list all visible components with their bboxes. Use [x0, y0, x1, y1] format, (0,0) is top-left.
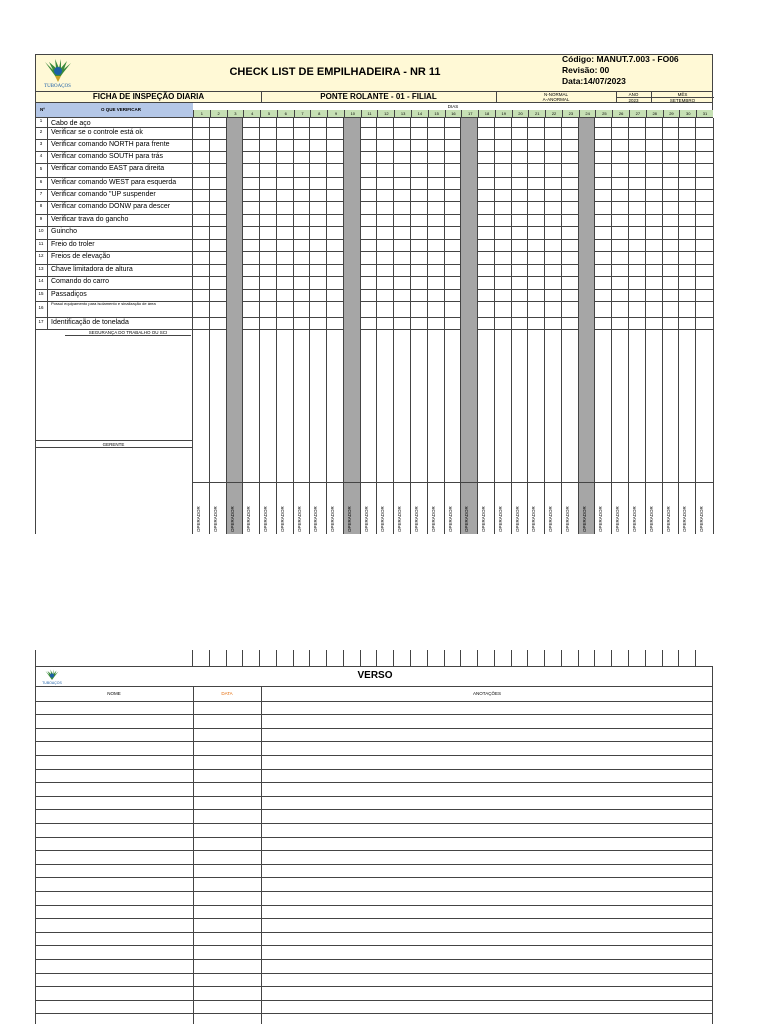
- item-label: Guincho: [51, 228, 78, 235]
- verso-top-ticks: [35, 650, 713, 666]
- operador-label: OPERADOR: [380, 506, 386, 532]
- tick-line: [628, 650, 629, 666]
- day-column-25[interactable]: [594, 118, 611, 534]
- verso-row-line: [35, 918, 713, 919]
- day-header-24: 24: [579, 110, 596, 117]
- day-column-19[interactable]: [494, 118, 511, 534]
- operador-label: OPERADOR: [212, 506, 218, 532]
- operador-label: OPERADOR: [430, 506, 436, 532]
- day-header-31: 31: [696, 110, 713, 117]
- subheader-row: [35, 92, 713, 103]
- item-label: Chave limitadora de altura: [51, 266, 133, 273]
- day-header-23: 23: [562, 110, 579, 117]
- day-column-26[interactable]: [611, 118, 628, 534]
- item-label: Verificar se o controle está ok: [51, 129, 143, 136]
- year-value: 2023: [616, 97, 651, 103]
- tick-line: [594, 650, 595, 666]
- day-header-5: 5: [260, 110, 277, 117]
- day-column-10[interactable]: [343, 118, 360, 534]
- verso-col-line: [193, 687, 194, 1024]
- day-header-11: 11: [361, 110, 378, 117]
- item-label: Verificar comando "UP suspender: [51, 191, 156, 198]
- day-column-13[interactable]: [393, 118, 410, 534]
- day-header-30: 30: [679, 110, 696, 117]
- item-number: 1: [35, 118, 48, 127]
- day-header-27: 27: [629, 110, 646, 117]
- tick-line: [276, 650, 277, 666]
- item-number: 3: [35, 139, 48, 151]
- day-column-30[interactable]: [678, 118, 695, 534]
- day-column-31[interactable]: [695, 118, 712, 534]
- operador-label: OPERADOR: [464, 506, 470, 532]
- tick-line: [611, 650, 612, 666]
- grid-line: [713, 118, 714, 534]
- year-field: [616, 92, 652, 102]
- tick-line: [192, 650, 193, 666]
- item-label: Verificar comando NORTH para frente: [51, 141, 170, 148]
- day-column-17[interactable]: [460, 118, 477, 534]
- item-label: Passadiços: [51, 291, 87, 298]
- day-header-10: 10: [344, 110, 361, 117]
- days-row: [193, 110, 713, 117]
- year-label: ANO: [628, 92, 639, 97]
- day-header-20: 20: [512, 110, 529, 117]
- tick-line: [393, 650, 394, 666]
- verso-row-line: [35, 877, 713, 878]
- day-header-2: 2: [210, 110, 227, 117]
- day-column-1[interactable]: [192, 118, 209, 534]
- day-header-17: 17: [461, 110, 478, 117]
- tick-line: [527, 650, 528, 666]
- operador-label: OPERADOR: [615, 506, 621, 532]
- verso-row-line: [35, 823, 713, 824]
- day-column-9[interactable]: [326, 118, 343, 534]
- grid-line: [35, 118, 36, 534]
- logo-text: TUBOAÇOS: [44, 84, 71, 89]
- tick-line: [578, 650, 579, 666]
- operador-label: OPERADOR: [598, 506, 604, 532]
- column-header-row: [35, 103, 713, 118]
- item-label: Freio do troler: [51, 241, 95, 248]
- day-column-24[interactable]: [578, 118, 595, 534]
- item-label: Possui equipamento para isolamento e sinalização de área: [51, 301, 156, 306]
- operador-label: OPERADOR: [414, 506, 419, 532]
- grid-line: [192, 482, 713, 483]
- operador-label: OPERADOR: [363, 506, 369, 532]
- tick-line: [477, 650, 478, 666]
- verso-col-line: [712, 687, 713, 1024]
- day-header-7: 7: [294, 110, 311, 117]
- verso-col-line: [261, 687, 262, 1024]
- operador-label: OPERADOR: [699, 506, 705, 532]
- month-value: SETEMBRO: [651, 97, 714, 103]
- document-revision: Revisão: 00: [562, 65, 610, 75]
- tick-line: [242, 650, 243, 666]
- verso-row-line: [35, 1000, 713, 1001]
- tick-line: [460, 650, 461, 666]
- num-column-header: Nº: [36, 103, 50, 117]
- tick-line: [427, 650, 428, 666]
- verso-row-line: [35, 701, 713, 702]
- verso-row-line: [35, 864, 713, 865]
- verso-row-line: [35, 769, 713, 770]
- day-column-4[interactable]: [242, 118, 259, 534]
- item-label: Verificar comando EAST para direita: [51, 165, 165, 172]
- item-label: Verificar comando DONW para descer: [51, 203, 171, 210]
- legend-anormal: A-ANORMAL: [542, 97, 570, 102]
- document-code: Código: MANUT.7.003 - FO06: [562, 54, 679, 64]
- operador-label: OPERADOR: [665, 506, 671, 532]
- equipment-label: PONTE ROLANTE - 01 - FILIAL: [261, 92, 497, 102]
- day-column-2[interactable]: [209, 118, 226, 534]
- day-column-22[interactable]: [544, 118, 561, 534]
- day-column-18[interactable]: [477, 118, 494, 534]
- item-number: 17: [35, 317, 48, 329]
- operador-label: OPERADOR: [682, 506, 688, 532]
- day-column-6[interactable]: [276, 118, 293, 534]
- day-column-20[interactable]: [511, 118, 528, 534]
- verso-row-line: [35, 959, 713, 960]
- nome-column-header: NOME: [107, 691, 121, 696]
- item-number: 6: [35, 177, 48, 189]
- item-number: 4: [35, 151, 48, 163]
- item-number: 2: [35, 127, 48, 139]
- ficha-label: FICHA DE INSPEÇÃO DIARIA: [36, 92, 262, 102]
- operador-label: OPERADOR: [296, 506, 302, 532]
- day-header-25: 25: [595, 110, 612, 117]
- day-header-1: 1: [193, 110, 210, 117]
- day-header-22: 22: [545, 110, 562, 117]
- day-header-28: 28: [646, 110, 663, 117]
- item-label: Comando do carro: [51, 278, 109, 285]
- verso-row-line: [35, 1013, 713, 1014]
- verso-row-line: [35, 782, 713, 783]
- day-column-5[interactable]: [259, 118, 276, 534]
- tick-line: [293, 650, 294, 666]
- tick-line: [343, 650, 344, 666]
- item-number: 15: [35, 289, 48, 301]
- day-header-29: 29: [663, 110, 680, 117]
- item-column-header: O QUE VERIFICAR: [49, 103, 193, 117]
- verso-row-line: [35, 850, 713, 851]
- day-column-16[interactable]: [444, 118, 461, 534]
- tick-line: [259, 650, 260, 666]
- item-number: 12: [35, 251, 48, 264]
- legend-normal: N-NORMAL: [543, 92, 568, 97]
- tick-line: [209, 650, 210, 666]
- operador-label: OPERADOR: [330, 506, 336, 532]
- day-column-21[interactable]: [527, 118, 544, 534]
- item-number: 8: [35, 201, 48, 214]
- gerente-label: GERENTE: [35, 440, 192, 448]
- verso-col-line: [35, 687, 36, 1024]
- operador-label: OPERADOR: [397, 506, 403, 532]
- month-label: MÊS: [677, 92, 688, 97]
- tick-line: [511, 650, 512, 666]
- day-column-3[interactable]: [226, 118, 243, 534]
- operador-label: OPERADOR: [229, 506, 235, 532]
- day-header-9: 9: [327, 110, 344, 117]
- day-header-14: 14: [411, 110, 428, 117]
- operador-label: OPERADOR: [279, 506, 285, 532]
- item-label: Freios de elevação: [51, 253, 111, 260]
- operador-label: OPERADOR: [447, 506, 453, 532]
- tick-line: [695, 650, 696, 666]
- verso-row-line: [35, 809, 713, 810]
- tick-line: [678, 650, 679, 666]
- verso-header: [35, 666, 713, 687]
- tick-line: [444, 650, 445, 666]
- day-header-16: 16: [445, 110, 462, 117]
- tick-line: [309, 650, 310, 666]
- day-column-15[interactable]: [427, 118, 444, 534]
- item-number: 10: [35, 226, 48, 239]
- operador-label: OPERADOR: [346, 506, 352, 532]
- operador-label: OPERADOR: [481, 506, 487, 532]
- day-column-7[interactable]: [293, 118, 310, 534]
- day-header-13: 13: [394, 110, 411, 117]
- day-column-14[interactable]: [410, 118, 427, 534]
- operador-label: OPERADOR: [564, 506, 570, 532]
- operador-label: OPERADOR: [196, 506, 201, 532]
- day-column-27[interactable]: [628, 118, 645, 534]
- operador-label: OPERADOR: [246, 506, 252, 532]
- verso-row-line: [35, 932, 713, 933]
- day-column-23[interactable]: [561, 118, 578, 534]
- verso-row-line: [35, 728, 713, 729]
- day-header-3: 3: [227, 110, 244, 117]
- days-label: DIAS: [447, 104, 459, 109]
- verso-row-line: [35, 945, 713, 946]
- month-field: [651, 92, 714, 102]
- operador-label: OPERADOR: [531, 506, 537, 532]
- day-header-6: 6: [277, 110, 294, 117]
- tick-line: [326, 650, 327, 666]
- tick-line: [662, 650, 663, 666]
- tick-line: [561, 650, 562, 666]
- document-info: [562, 54, 712, 87]
- legend: [496, 92, 617, 102]
- verso-title: VERSO: [357, 670, 393, 681]
- item-number: 16: [35, 301, 48, 317]
- item-label: Identificação de tonelada: [51, 319, 129, 326]
- day-header-26: 26: [612, 110, 629, 117]
- item-number: 7: [35, 189, 48, 201]
- operador-label: OPERADOR: [648, 506, 654, 532]
- verso-row-line: [35, 741, 713, 742]
- verso-row-line: [35, 714, 713, 715]
- seguranca-label: SEGURANÇA DO TRABALHO OU SCI: [65, 330, 191, 336]
- item-number: 11: [35, 239, 48, 251]
- day-column-8[interactable]: [309, 118, 326, 534]
- day-header-19: 19: [495, 110, 512, 117]
- day-header-18: 18: [478, 110, 495, 117]
- day-header-21: 21: [528, 110, 545, 117]
- day-column-28[interactable]: [645, 118, 662, 534]
- operador-label: OPERADOR: [263, 506, 269, 532]
- verso-row-line: [35, 986, 713, 987]
- verso-row-line: [35, 796, 713, 797]
- verso-table: [35, 687, 713, 1024]
- eagle-logo-icon: [43, 56, 73, 84]
- item-number: 9: [35, 214, 48, 226]
- day-column-11[interactable]: [360, 118, 377, 534]
- verso-row-line: [35, 905, 713, 906]
- verso-row-line: [35, 891, 713, 892]
- verso-row-line: [35, 755, 713, 756]
- day-column-12[interactable]: [376, 118, 393, 534]
- operador-label: OPERADOR: [497, 506, 503, 532]
- item-number: 14: [35, 276, 48, 289]
- tick-line: [544, 650, 545, 666]
- operador-label: OPERADOR: [514, 506, 520, 532]
- verso-row-line: [35, 973, 713, 974]
- tick-line: [410, 650, 411, 666]
- day-column-29[interactable]: [662, 118, 679, 534]
- item-number: 13: [35, 264, 48, 276]
- tick-line: [360, 650, 361, 666]
- operador-label: OPERADOR: [313, 506, 319, 532]
- item-label: Verificar comando SOUTH para trás: [51, 153, 164, 160]
- operador-label: OPERADOR: [548, 506, 554, 532]
- day-header-15: 15: [428, 110, 445, 117]
- tick-line: [494, 650, 495, 666]
- document-date: Data:14/07/2023: [562, 76, 626, 86]
- verso-logo-text: TUBOAÇOS: [42, 681, 62, 685]
- operador-label: OPERADOR: [632, 506, 638, 532]
- tick-line: [376, 650, 377, 666]
- day-header-12: 12: [377, 110, 394, 117]
- item-label: Verificar comando WEST para esquerda: [51, 179, 177, 186]
- item-label: Cabo de aço: [51, 120, 91, 127]
- day-header-8: 8: [310, 110, 327, 117]
- verso-row-line: [35, 837, 713, 838]
- tick-line: [645, 650, 646, 666]
- data-column-header: DATA: [221, 691, 233, 696]
- operador-label: OPERADOR: [581, 506, 587, 532]
- anotacoes-column-header: ANOTAÇÕES: [473, 691, 501, 696]
- company-logo: [35, 54, 80, 92]
- day-header-4: 4: [243, 110, 260, 117]
- tick-line: [35, 650, 36, 666]
- tick-line: [226, 650, 227, 666]
- item-label: Verificar trava do gancho: [51, 216, 129, 223]
- item-number: 5: [35, 163, 48, 177]
- form-title: CHECK LIST DE EMPILHADEIRA - NR 11: [229, 66, 441, 78]
